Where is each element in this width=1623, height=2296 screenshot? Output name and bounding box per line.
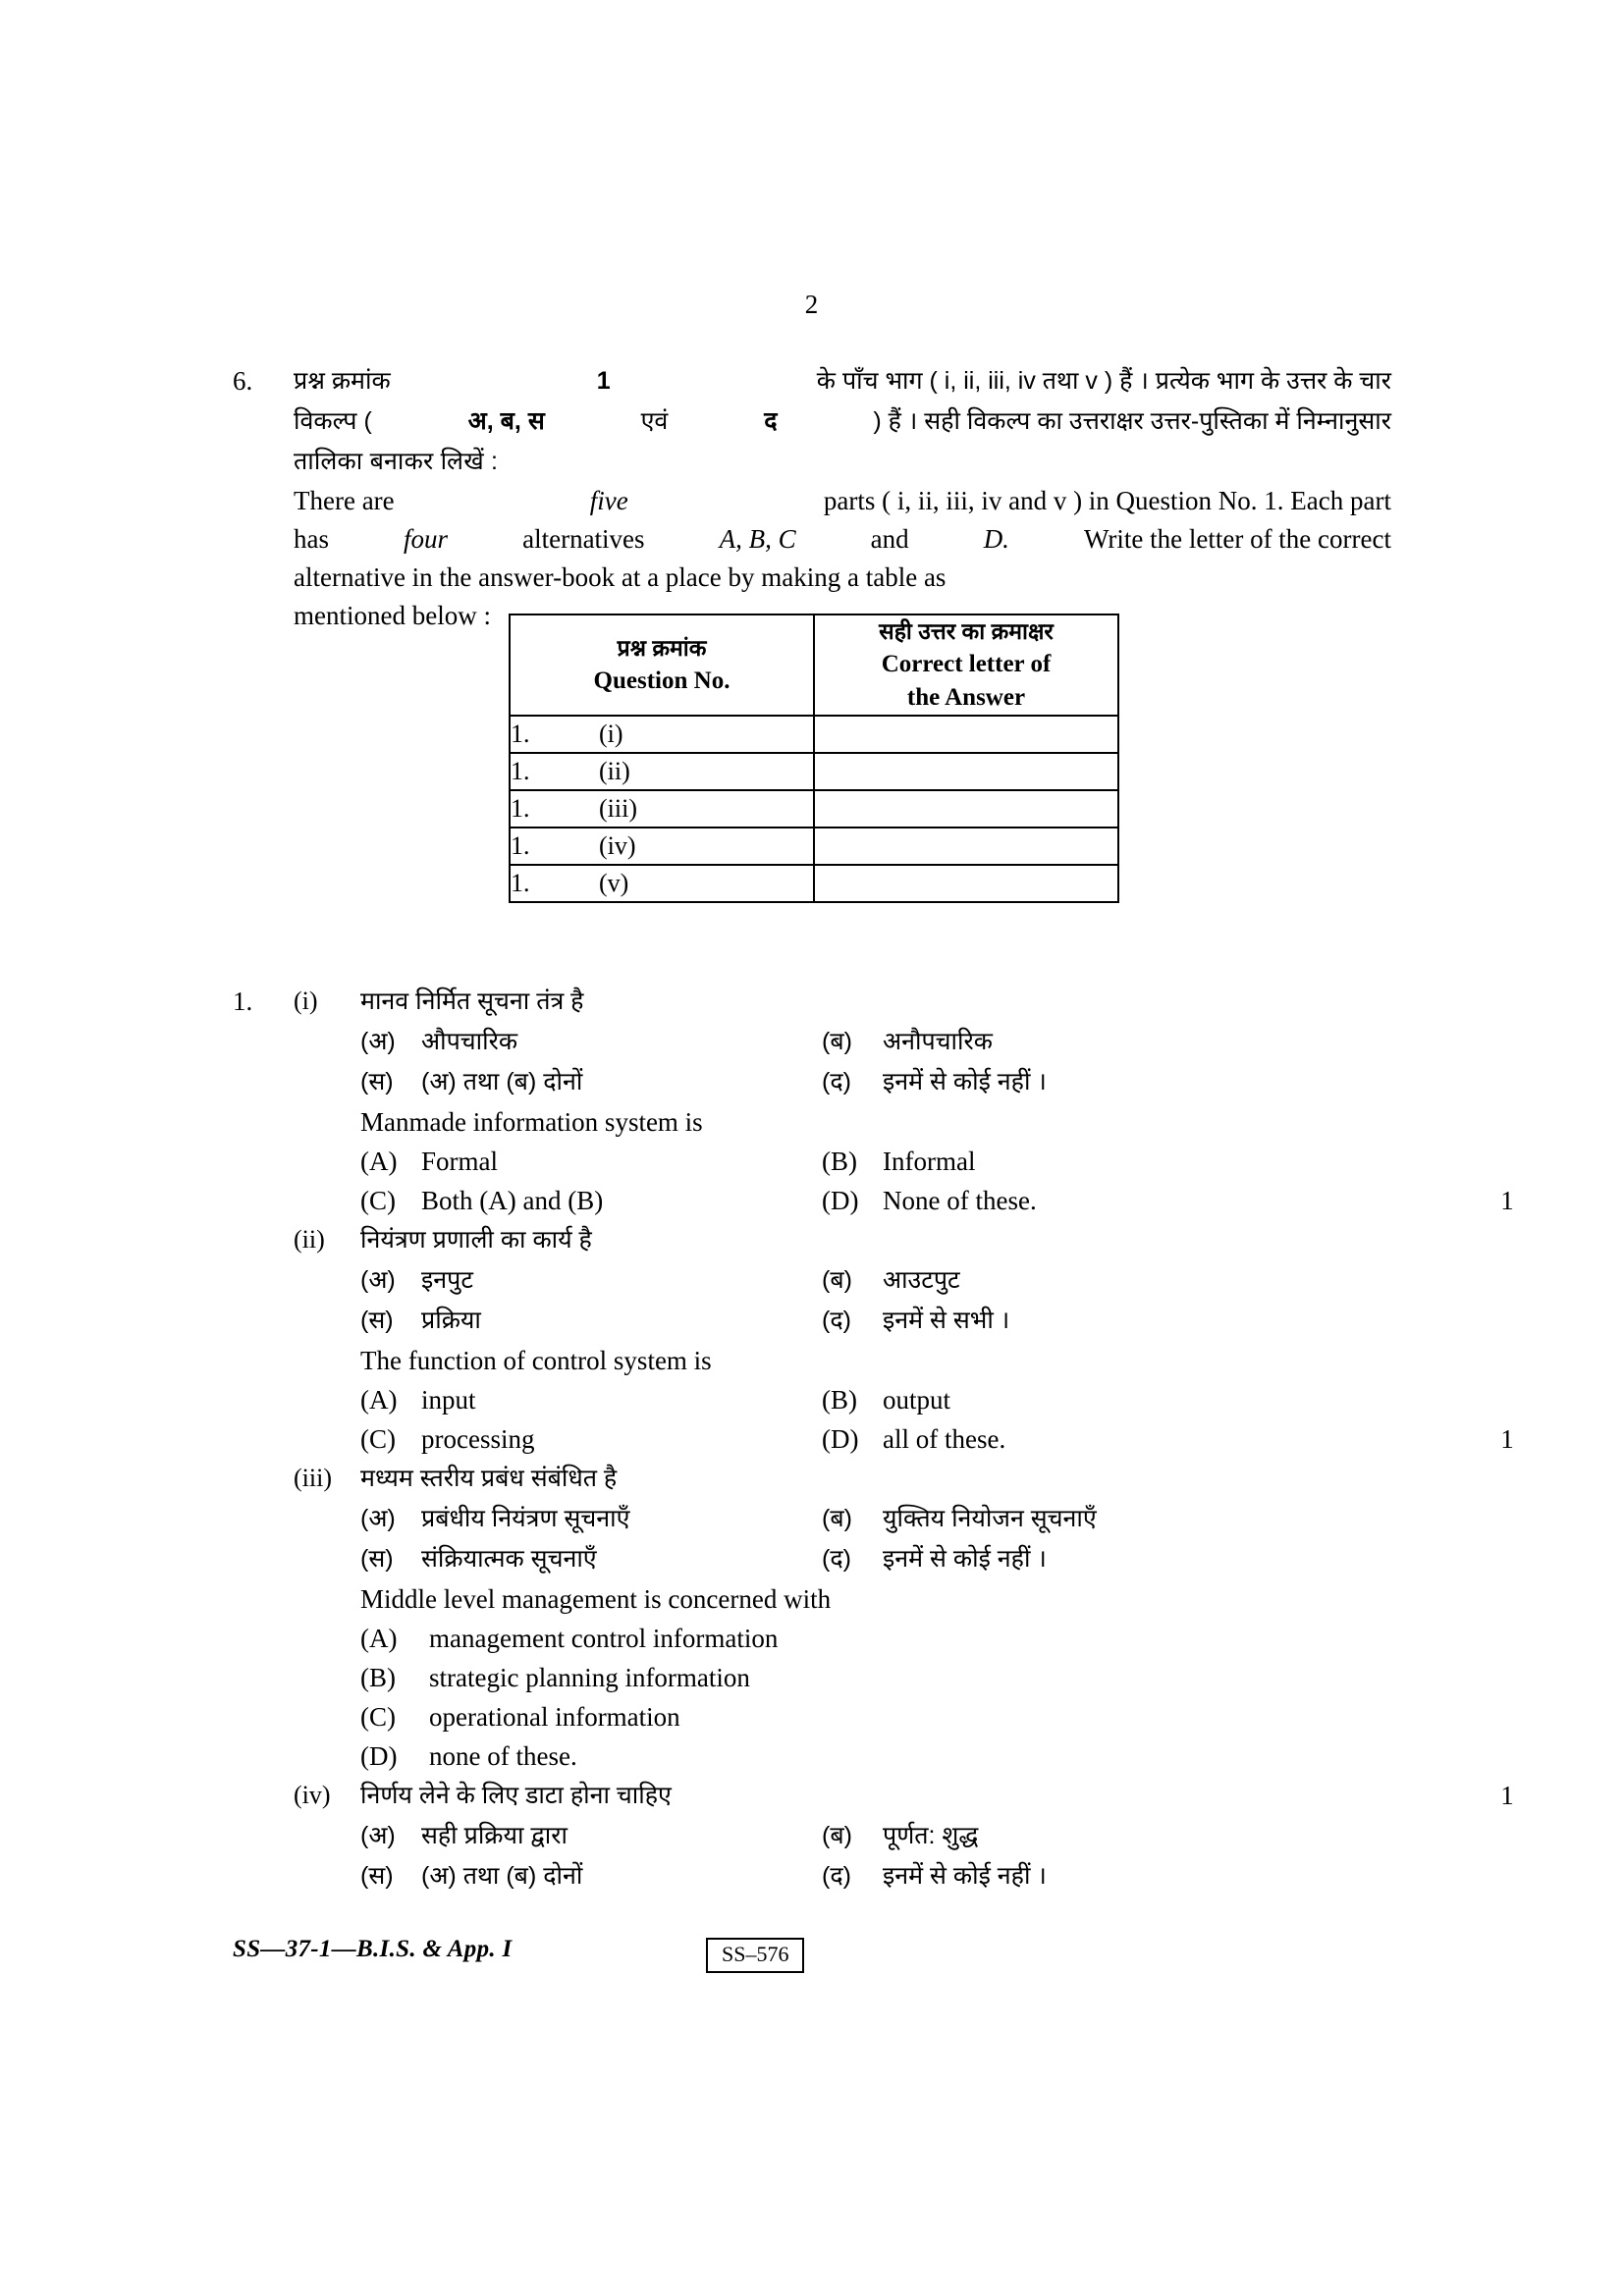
- row-part-label: (v): [599, 869, 629, 897]
- row-part-label: (i): [599, 720, 623, 748]
- option-label: (C): [360, 1186, 396, 1215]
- table-row: [510, 753, 1118, 790]
- instruction-english-line-2-a: has: [294, 524, 329, 554]
- row-part-label: (iv): [599, 831, 636, 860]
- part-ii-stem-hindi: नियंत्रण प्रणाली का कार्य है: [360, 1226, 592, 1254]
- part-ii-option-c-english[interactable]: [360, 1419, 822, 1459]
- option-text: सही प्रक्रिया द्वारा: [421, 1822, 568, 1849]
- part-iv-option-b-hindi[interactable]: [822, 1816, 1391, 1856]
- option-text: प्रक्रिया: [421, 1307, 481, 1334]
- part-i-option-b-english[interactable]: [822, 1142, 1391, 1181]
- option-text: अनौपचारिक: [883, 1028, 993, 1055]
- part-iii-stem-hindi: मध्यम स्तरीय प्रबंध संबंधित है: [360, 1465, 618, 1492]
- row-question-cell: [510, 716, 814, 753]
- option-label: (अ): [360, 1266, 396, 1294]
- row-question-cell: [510, 828, 814, 865]
- answer-table: [509, 614, 1119, 903]
- part-i-option-d-english[interactable]: [822, 1181, 1391, 1220]
- part-ii-marks: 1: [1500, 1424, 1514, 1454]
- option-label: (स): [360, 1307, 394, 1334]
- option-label: (ब): [822, 1505, 852, 1532]
- row-part-label: (ii): [599, 757, 630, 785]
- option-text: operational information: [429, 1702, 680, 1732]
- row-answer-cell[interactable]: [814, 753, 1118, 790]
- instruction-english-line-1: [294, 482, 1391, 520]
- instruction-english-abc: A, B, C: [719, 524, 796, 554]
- header-question-no-english: Question No.: [593, 667, 730, 694]
- option-label: (स): [360, 1545, 394, 1573]
- option-text: इनपुट: [421, 1266, 473, 1294]
- part-i-stem-hindi: मानव निर्मित सूचना तंत्र है: [360, 988, 584, 1015]
- option-label: (अ): [360, 1505, 396, 1532]
- part-ii-option-b-english[interactable]: [822, 1380, 1391, 1419]
- option-label: (C): [360, 1424, 396, 1454]
- part-ii-option-a-hindi[interactable]: [360, 1260, 822, 1301]
- instruction-english-line-3: alternative in the answer-book at a place by making a table as: [294, 562, 947, 592]
- option-label: (ब): [822, 1266, 852, 1294]
- instruction-hindi-line-2-b: अ, ब, स: [467, 407, 545, 435]
- option-text: प्रबंधीय नियंत्रण सूचनाएँ: [421, 1505, 630, 1532]
- instruction-english-line-1-a: There are: [294, 486, 395, 515]
- option-label: (अ): [360, 1028, 396, 1055]
- table-row: [510, 716, 1118, 753]
- instruction-block: [233, 361, 1391, 635]
- part-iii-option-b-english[interactable]: [360, 1658, 1391, 1697]
- option-text: संक्रियात्मक सूचनाएँ: [421, 1545, 597, 1573]
- instruction-english-four: four: [404, 524, 449, 554]
- row-answer-cell[interactable]: [814, 716, 1118, 753]
- part-iv-stem-hindi: निर्णय लेने के लिए डाटा होना चाहिए: [360, 1782, 672, 1809]
- option-label: (A): [360, 1147, 398, 1176]
- header-question-no-hindi: प्रश्न क्रमांक: [617, 635, 707, 661]
- option-label: (ब): [822, 1028, 852, 1055]
- option-text: इनमें से कोई नहीं ।: [883, 1068, 1047, 1095]
- option-text: None of these.: [883, 1186, 1037, 1215]
- option-label: (द): [822, 1545, 851, 1573]
- option-text: इनमें से कोई नहीं ।: [883, 1545, 1047, 1573]
- option-label: (D): [822, 1186, 859, 1215]
- part-ii-option-d-english[interactable]: [822, 1419, 1391, 1459]
- option-text: Informal: [883, 1147, 976, 1176]
- option-text: processing: [421, 1424, 535, 1454]
- part-iii-option-c-english[interactable]: [360, 1697, 1391, 1736]
- part-iv-option-a-hindi[interactable]: [360, 1816, 822, 1856]
- row-question-cell: [510, 790, 814, 828]
- option-text: औपचारिक: [421, 1028, 518, 1055]
- option-label: (A): [360, 1385, 398, 1415]
- row-answer-cell[interactable]: [814, 790, 1118, 828]
- part-i-option-c-hindi[interactable]: [360, 1062, 822, 1102]
- option-label: (B): [822, 1147, 857, 1176]
- part-roman-i: (i): [294, 987, 318, 1015]
- question-number: 1.: [233, 987, 253, 1016]
- row-part-label: (iii): [599, 794, 637, 823]
- part-iii-option-a-hindi[interactable]: [360, 1499, 822, 1539]
- table-row: [510, 790, 1118, 828]
- option-text: आउटपुट: [883, 1266, 960, 1294]
- part-i-option-b-hindi[interactable]: [822, 1022, 1391, 1062]
- instruction-english-line-1-b: parts ( i, ii, iii, iv and v ) in Question No. 1. Each part: [823, 486, 1391, 515]
- paper-code: SS—37-1—B.I.S. & App. I: [233, 1936, 513, 1962]
- part-i-stem-english: Manmade information system is: [360, 1107, 703, 1137]
- instruction-english-line-2: [294, 520, 1391, 559]
- option-text: Both (A) and (B): [421, 1186, 604, 1215]
- page-number: 2: [804, 290, 819, 319]
- part-i-option-a-english[interactable]: [360, 1142, 822, 1181]
- answer-table-wrapper: [509, 614, 1119, 903]
- option-label: (स): [360, 1862, 394, 1890]
- option-text: युक्तिय नियोजन सूचनाएँ: [883, 1505, 1097, 1532]
- instruction-hindi-line-2-a: विकल्प (: [294, 407, 372, 435]
- table-header-row: [510, 614, 1118, 716]
- instruction-english-line-4: mentioned below :: [294, 601, 491, 630]
- option-text: पूर्णत: शुद्ध: [883, 1822, 979, 1849]
- question-part-i: [233, 982, 1514, 1220]
- part-iv-option-c-hindi[interactable]: [360, 1856, 822, 1896]
- option-label: (A): [360, 1624, 398, 1653]
- part-ii-option-c-hindi[interactable]: [360, 1301, 822, 1341]
- option-label: (B): [360, 1663, 396, 1692]
- option-label: (द): [822, 1862, 851, 1890]
- part-i-marks: 1: [1500, 1186, 1514, 1215]
- row-answer-cell[interactable]: [814, 865, 1118, 902]
- option-text: Formal: [421, 1147, 498, 1176]
- instruction-hindi-line-1: [294, 361, 1391, 401]
- option-text: strategic planning information: [429, 1663, 750, 1692]
- part-iii-option-b-hindi[interactable]: [822, 1499, 1391, 1539]
- row-question-number: 1.: [511, 757, 530, 785]
- row-question-number: 1.: [511, 869, 530, 897]
- page-footer: [233, 1936, 1391, 1975]
- option-label: (स): [360, 1068, 394, 1095]
- instruction-hindi-line-2-c: एवं: [640, 407, 669, 435]
- boxed-paper-code: SS–576: [706, 1938, 804, 1973]
- part-roman-iv: (iv): [294, 1781, 331, 1809]
- instruction-hindi-line-2-d: द: [764, 407, 778, 435]
- instruction-hindi-line-2: [294, 401, 1391, 442]
- part-roman-ii: (ii): [294, 1225, 325, 1254]
- option-text: output: [883, 1385, 951, 1415]
- part-iii-option-d-hindi[interactable]: [822, 1539, 1391, 1579]
- option-text: इनमें से कोई नहीं ।: [883, 1862, 1047, 1890]
- row-answer-cell[interactable]: [814, 828, 1118, 865]
- part-ii-option-a-english[interactable]: [360, 1380, 822, 1419]
- header-cell-question-no: [510, 614, 814, 716]
- instruction-hindi-line-1-a: प्रश्न क्रमांक: [294, 367, 391, 395]
- header-cell-correct-letter: [814, 614, 1118, 716]
- part-iii-marks: 1: [1500, 1781, 1514, 1810]
- row-question-cell: [510, 753, 814, 790]
- question-list: [233, 982, 1514, 1896]
- question-part-ii: [233, 1220, 1514, 1459]
- option-label: (द): [822, 1307, 851, 1334]
- instruction-english-line-2-d: Write the letter of the correct: [1083, 524, 1391, 554]
- instruction-hindi-line-1-b: 1: [596, 367, 611, 395]
- instruction-english-line-2-c: and: [870, 524, 909, 554]
- instruction-hindi-line-3: तालिका बनाकर लिखें :: [294, 448, 499, 475]
- option-label: (B): [822, 1385, 857, 1415]
- row-question-number: 1.: [511, 720, 530, 748]
- option-text: none of these.: [429, 1741, 577, 1771]
- option-text: management control information: [429, 1624, 779, 1653]
- part-iv-option-d-hindi[interactable]: [822, 1856, 1391, 1896]
- option-label: (ब): [822, 1822, 852, 1849]
- header-correct-letter-hindi: सही उत्तर का क्रमाक्षर: [879, 618, 1054, 644]
- part-i-option-a-hindi[interactable]: [360, 1022, 822, 1062]
- part-roman-iii: (iii): [294, 1464, 332, 1492]
- instruction-english-d: D.: [983, 524, 1009, 554]
- row-question-number: 1.: [511, 794, 530, 823]
- part-ii-stem-english: The function of control system is: [360, 1346, 712, 1375]
- row-question-number: 1.: [511, 831, 530, 860]
- part-i-option-d-hindi[interactable]: [822, 1062, 1391, 1102]
- instruction-hindi-line-1-c: के पाँच भाग ( i, ii, iii, iv तथा v ) हैं । प्रत्येक भाग के उत्तर के चार: [816, 367, 1391, 395]
- row-question-cell: [510, 865, 814, 902]
- option-label: (C): [360, 1702, 396, 1732]
- option-text: all of these.: [883, 1424, 1006, 1454]
- header-correct-letter-english-line1: Correct letter of: [881, 651, 1052, 677]
- option-text: इनमें से सभी ।: [883, 1307, 1010, 1334]
- instruction-hindi-line-2-e: ) हैं । सही विकल्प का उत्तराक्षर उत्तर-पुस्तिका में निम्नानुसार: [873, 407, 1391, 435]
- part-iii-option-a-english[interactable]: [360, 1619, 1391, 1658]
- part-iii-option-c-hindi[interactable]: [360, 1539, 822, 1579]
- table-row: [510, 828, 1118, 865]
- option-text: (अ) तथा (ब) दोनों: [421, 1862, 583, 1890]
- option-text: input: [421, 1385, 476, 1415]
- header-correct-letter-english-line2: the Answer: [906, 684, 1026, 711]
- question-part-iv: [233, 1776, 1391, 1896]
- option-label: (D): [822, 1424, 859, 1454]
- option-label: (D): [360, 1741, 398, 1771]
- option-label: (द): [822, 1068, 851, 1095]
- instruction-number: 6.: [233, 366, 253, 396]
- instruction-english-line-2-b: alternatives: [522, 524, 645, 554]
- part-i-option-c-english[interactable]: [360, 1181, 822, 1220]
- table-row: [510, 865, 1118, 902]
- part-ii-option-d-hindi[interactable]: [822, 1301, 1391, 1341]
- part-ii-option-b-hindi[interactable]: [822, 1260, 1391, 1301]
- instruction-english-five: five: [589, 486, 628, 515]
- part-iii-stem-english: Middle level management is concerned with: [360, 1584, 832, 1614]
- option-text: (अ) तथा (ब) दोनों: [421, 1068, 583, 1095]
- option-label: (अ): [360, 1822, 396, 1849]
